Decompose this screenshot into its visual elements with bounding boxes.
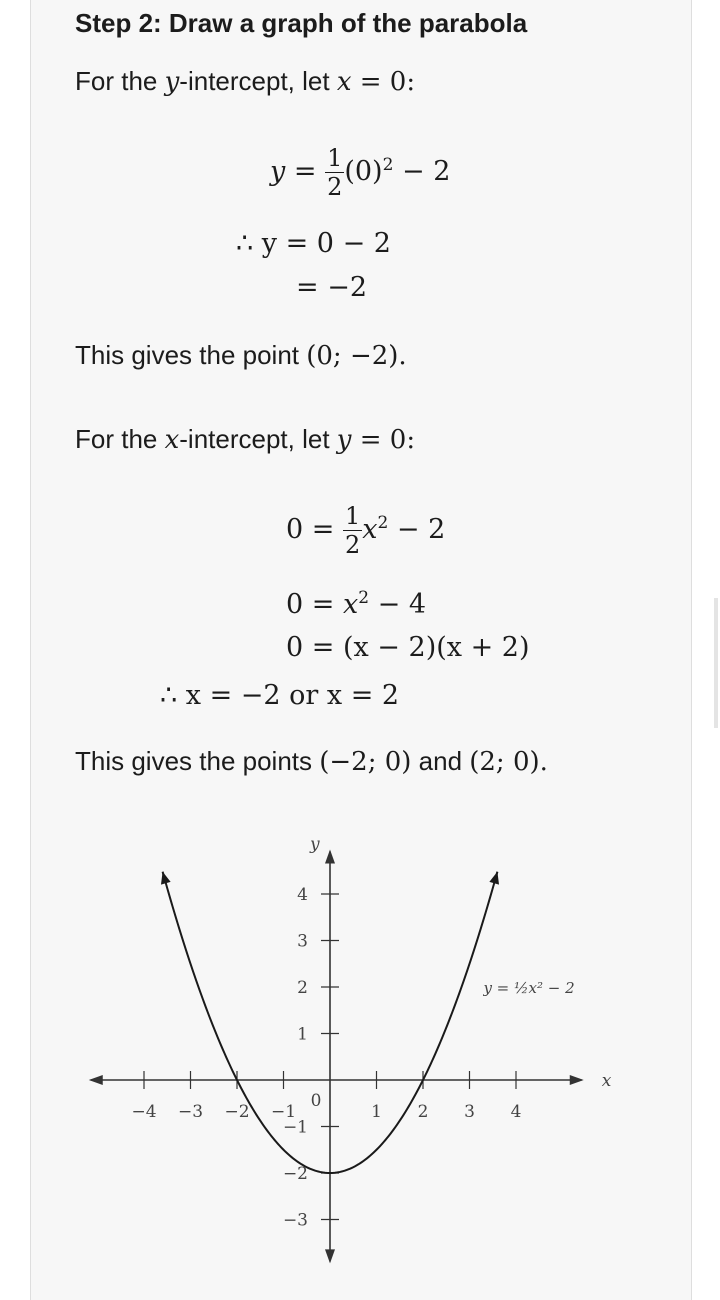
x-calc-line-3: 0 = (x − 2)(x + 2) [286, 632, 530, 663]
step-heading: Step 2: Draw a graph of the parabola [75, 8, 528, 38]
fraction-half: $\frac{1}{2}$ [344, 502, 361, 559]
x-tick-label: −1 [270, 1102, 297, 1122]
y-calc-line-3: = −2 [296, 272, 368, 303]
y-calc-line-2: ∴ y = 0 − 2 [236, 228, 391, 259]
y-tick-label: −2 [282, 1164, 308, 1184]
y-intercept-intro: For the y-intercept, let x = 0: [75, 66, 416, 97]
y-axis-label: y [310, 834, 320, 855]
y-point-statement: This gives the point (0; −2). [75, 340, 407, 371]
curve-arrow-icon [489, 872, 499, 885]
x-tick-label: 4 [510, 1102, 522, 1122]
y-tick-label: 2 [297, 978, 308, 998]
x-tick-label: −3 [177, 1102, 204, 1122]
x-tick-label: 1 [371, 1102, 382, 1122]
y-calc-line-1: y = $\frac{1}{2}$ $(0)^2 - 2$ [270, 144, 451, 201]
x-axis-label: x [601, 1071, 612, 1091]
x-points-statement: This gives the points (−2; 0) and (2; 0). [75, 746, 548, 777]
y-tick-label: −3 [282, 1210, 308, 1231]
y-tick-label: 1 [297, 1024, 308, 1045]
x-intercept-intro: For the x-intercept, let y = 0: [75, 424, 416, 455]
y-tick-label: 3 [297, 931, 308, 952]
x-tick-label: 3 [464, 1102, 475, 1122]
y-axis-arrow-down-icon [325, 1249, 335, 1263]
x-tick-label: −2 [224, 1102, 250, 1122]
y-axis-arrow-up-icon [325, 850, 335, 864]
fraction-half: $\frac{1}{2}$ [327, 144, 343, 201]
x-calc-line-4: ∴ x = −2 or x = 2 [160, 680, 400, 711]
x-axis-arrow-left-icon [89, 1075, 103, 1085]
x-axis-arrow-right-icon [570, 1075, 584, 1085]
origin-label: 0 [310, 1091, 322, 1111]
y-tick-label: −1 [282, 1117, 308, 1138]
x-tick-label: −4 [131, 1102, 157, 1122]
x-tick-label: 2 [417, 1102, 429, 1122]
curve-arrow-icon [161, 872, 171, 885]
curve-label: y = ½x² − 2 [483, 979, 575, 997]
y-tick-label: 4 [297, 885, 308, 905]
x-calc-line-1: 0 = $\frac{1}{2}$ $x^2 - 2$ [286, 502, 446, 559]
x-calc-line-2: $0 = x^2 - 4$ [286, 588, 426, 620]
